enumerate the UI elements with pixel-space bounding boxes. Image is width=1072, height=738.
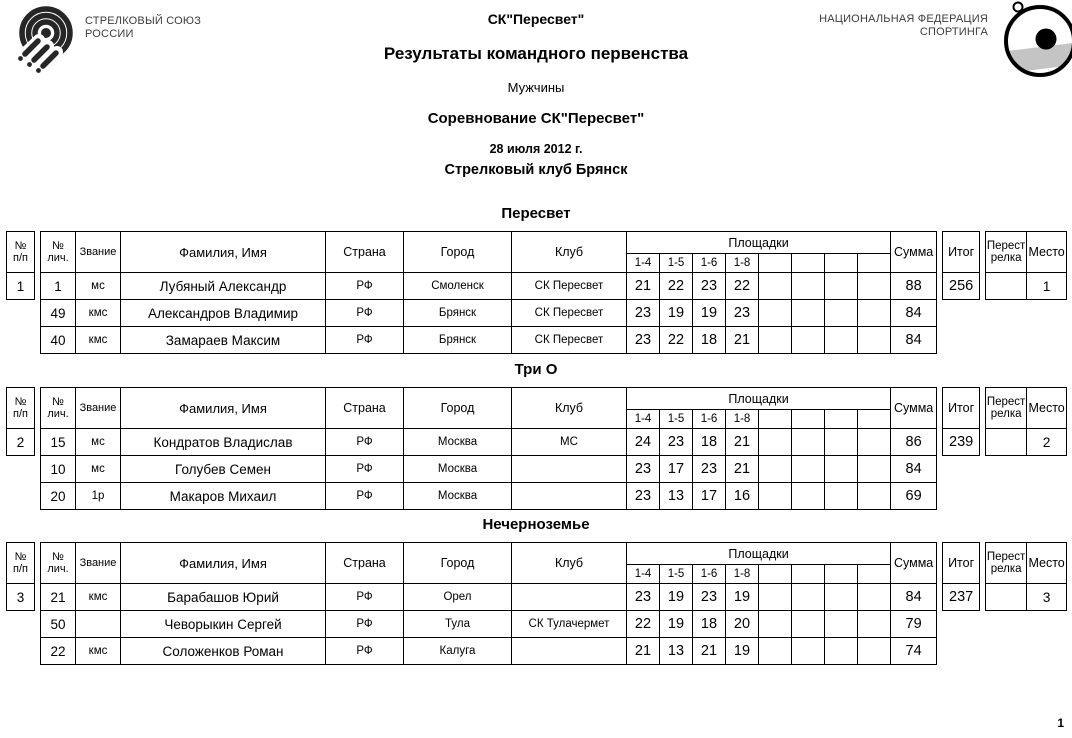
result-row xyxy=(7,584,1067,611)
cell-num: 49 xyxy=(41,300,76,327)
col-header-area-range xyxy=(792,565,825,584)
cell-place: 2 xyxy=(1027,429,1067,456)
cell-sum: 79 xyxy=(891,611,937,638)
cell-name: Александров Владимир xyxy=(121,300,326,327)
cell-score xyxy=(858,584,891,611)
col-header-area-range xyxy=(792,254,825,273)
result-row xyxy=(7,429,1067,456)
cell-score xyxy=(858,638,891,665)
col-header-shootoff-line2: релка xyxy=(990,252,1022,264)
cell-club xyxy=(512,483,627,510)
cell-country: РФ xyxy=(326,638,404,665)
col-header-shootoff-line2: релка xyxy=(990,563,1022,575)
team-title: Пересвет xyxy=(501,205,571,222)
col-header-area-range: 1-5 xyxy=(660,254,693,273)
cell-club xyxy=(512,638,627,665)
col-header-shootoff xyxy=(986,388,1027,429)
cell-place xyxy=(1027,456,1067,483)
col-header-place: Место xyxy=(1027,543,1067,584)
results-table xyxy=(6,231,1067,354)
cell-score: 23 xyxy=(693,584,726,611)
col-header-npp-line2: п/п xyxy=(13,408,28,420)
cell-shootoff xyxy=(986,429,1027,456)
cell-city: Тула xyxy=(404,611,512,638)
cell-shootoff xyxy=(986,638,1027,665)
cell-score: 23 xyxy=(627,300,660,327)
col-header-areas-group: Площадки xyxy=(627,232,891,254)
cell-city: Москва xyxy=(404,456,512,483)
result-row xyxy=(7,273,1067,300)
page-title-main: Результаты командного первенства xyxy=(383,44,689,63)
cell-score xyxy=(792,611,825,638)
cell-score xyxy=(825,483,858,510)
col-header-num xyxy=(41,543,76,584)
page-number: 1 xyxy=(1057,716,1064,730)
cell-num: 1 xyxy=(41,273,76,300)
col-header-club: Клуб xyxy=(512,232,627,273)
cell-npp: 2 xyxy=(7,429,35,456)
cell-rank: мс xyxy=(76,273,121,300)
cell-score: 21 xyxy=(627,273,660,300)
col-header-shootoff xyxy=(986,543,1027,584)
cell-num: 20 xyxy=(41,483,76,510)
right-org-line1: НАЦИОНАЛЬНАЯ ФЕДЕРАЦИЯ xyxy=(819,13,988,25)
col-header-shootoff-line1: Перест xyxy=(986,551,1026,563)
col-header-num xyxy=(41,388,76,429)
cell-npp xyxy=(7,327,35,354)
cell-score xyxy=(825,429,858,456)
cell-total: 256 xyxy=(943,273,980,300)
cell-score xyxy=(792,483,825,510)
col-header-name: Фамилия, Имя xyxy=(121,232,326,273)
cell-club: СК Пересвет xyxy=(512,273,627,300)
cell-score: 22 xyxy=(627,611,660,638)
cell-score xyxy=(759,638,792,665)
cell-place xyxy=(1027,327,1067,354)
cell-score xyxy=(759,300,792,327)
cell-sum: 84 xyxy=(891,584,937,611)
col-header-area-range: 1-8 xyxy=(726,410,759,429)
col-header-club: Клуб xyxy=(512,543,627,584)
cell-country: РФ xyxy=(326,456,404,483)
cell-club xyxy=(512,456,627,483)
cell-npp: 3 xyxy=(7,584,35,611)
cell-score xyxy=(825,584,858,611)
col-header-club: Клуб xyxy=(512,388,627,429)
cell-score: 19 xyxy=(660,611,693,638)
left-org-line1: СТРЕЛКОВЫЙ СОЮЗ xyxy=(85,15,202,27)
cell-score xyxy=(858,429,891,456)
cell-country: РФ xyxy=(326,273,404,300)
cell-place xyxy=(1027,611,1067,638)
cell-shootoff xyxy=(986,483,1027,510)
col-header-rank: Звание xyxy=(76,388,121,429)
col-header-num-line1: № xyxy=(52,240,64,252)
cell-total xyxy=(943,483,980,510)
col-header-area-range xyxy=(759,254,792,273)
cell-total xyxy=(943,611,980,638)
cell-num: 10 xyxy=(41,456,76,483)
cell-rank: мс xyxy=(76,456,121,483)
cell-npp: 1 xyxy=(7,273,35,300)
cell-shootoff xyxy=(986,611,1027,638)
cell-score: 17 xyxy=(660,456,693,483)
col-header-area-range: 1-5 xyxy=(660,565,693,584)
cell-score: 23 xyxy=(627,456,660,483)
cell-score: 21 xyxy=(726,456,759,483)
cell-name: Макаров Михаил xyxy=(121,483,326,510)
col-header-area-range xyxy=(759,410,792,429)
col-header-area-range xyxy=(759,565,792,584)
cell-city: Москва xyxy=(404,483,512,510)
cell-rank: кмс xyxy=(76,584,121,611)
cell-sum: 69 xyxy=(891,483,937,510)
col-header-rank: Звание xyxy=(76,543,121,584)
cell-rank: кмс xyxy=(76,327,121,354)
col-header-total: Итог xyxy=(943,232,980,273)
cell-rank: кмс xyxy=(76,638,121,665)
cell-score xyxy=(858,327,891,354)
cell-total: 239 xyxy=(943,429,980,456)
cell-score: 18 xyxy=(693,327,726,354)
col-header-name: Фамилия, Имя xyxy=(121,543,326,584)
col-header-sum: Сумма xyxy=(891,232,937,273)
col-header-area-range: 1-4 xyxy=(627,565,660,584)
cell-sum: 84 xyxy=(891,300,937,327)
col-header-npp xyxy=(7,543,35,584)
right-org-line2: СПОРТИНГА xyxy=(919,26,988,38)
col-header-npp-line2: п/п xyxy=(13,563,28,575)
cell-sum: 88 xyxy=(891,273,937,300)
cell-num: 22 xyxy=(41,638,76,665)
col-header-num xyxy=(41,232,76,273)
cell-sum: 74 xyxy=(891,638,937,665)
cell-sum: 84 xyxy=(891,327,937,354)
cell-num: 15 xyxy=(41,429,76,456)
cell-score xyxy=(759,429,792,456)
col-header-total: Итог xyxy=(943,543,980,584)
cell-shootoff xyxy=(986,456,1027,483)
cell-score: 21 xyxy=(627,638,660,665)
cell-country: РФ xyxy=(326,327,404,354)
cell-score: 13 xyxy=(660,483,693,510)
cell-score xyxy=(825,327,858,354)
cell-npp xyxy=(7,300,35,327)
cell-num: 50 xyxy=(41,611,76,638)
cell-score: 19 xyxy=(660,300,693,327)
col-header-areas-group: Площадки xyxy=(627,388,891,410)
cell-city: Смоленск xyxy=(404,273,512,300)
cell-place xyxy=(1027,300,1067,327)
cell-score xyxy=(858,273,891,300)
cell-city: Орел xyxy=(404,584,512,611)
col-header-shootoff xyxy=(986,232,1027,273)
col-header-area-range xyxy=(825,565,858,584)
cell-score: 19 xyxy=(660,584,693,611)
col-header-area-range xyxy=(858,254,891,273)
cell-score xyxy=(825,611,858,638)
cell-score xyxy=(825,456,858,483)
cell-score: 23 xyxy=(627,327,660,354)
col-header-area-range: 1-4 xyxy=(627,410,660,429)
col-header-npp-line1: № xyxy=(14,551,27,563)
page-title-club: СК"Пересвет" xyxy=(487,11,585,27)
cell-score xyxy=(792,429,825,456)
col-header-place: Место xyxy=(1027,388,1067,429)
result-row xyxy=(7,327,1067,354)
col-header-num-line1: № xyxy=(52,551,64,563)
col-header-area-range: 1-6 xyxy=(693,410,726,429)
cell-num: 40 xyxy=(41,327,76,354)
cell-score: 16 xyxy=(726,483,759,510)
cell-score xyxy=(759,327,792,354)
col-header-area-range xyxy=(858,410,891,429)
cell-place: 3 xyxy=(1027,584,1067,611)
cell-name: Соложенков Роман xyxy=(121,638,326,665)
cell-npp xyxy=(7,483,35,510)
cell-country: РФ xyxy=(326,483,404,510)
page-title-date: 28 июля 2012 г. xyxy=(489,142,583,156)
cell-rank: 1р xyxy=(76,483,121,510)
cell-score xyxy=(858,300,891,327)
col-header-area-range xyxy=(825,254,858,273)
cell-name: Голубев Семен xyxy=(121,456,326,483)
col-header-shootoff-line1: Перест xyxy=(986,240,1026,252)
cell-city: Брянск xyxy=(404,300,512,327)
cell-score: 21 xyxy=(726,327,759,354)
cell-score: 20 xyxy=(726,611,759,638)
col-header-country: Страна xyxy=(326,388,404,429)
cell-score xyxy=(759,273,792,300)
team-title: Три О xyxy=(514,361,558,378)
cell-score: 23 xyxy=(726,300,759,327)
col-header-npp-line1: № xyxy=(14,396,27,408)
col-header-area-range xyxy=(858,565,891,584)
cell-score: 23 xyxy=(660,429,693,456)
cell-score: 19 xyxy=(726,638,759,665)
results-table xyxy=(6,542,1067,665)
result-row xyxy=(7,300,1067,327)
col-header-npp xyxy=(7,232,35,273)
cell-shootoff xyxy=(986,273,1027,300)
cell-score xyxy=(792,273,825,300)
cell-score xyxy=(858,611,891,638)
cell-score xyxy=(858,483,891,510)
cell-score xyxy=(792,300,825,327)
cell-score: 24 xyxy=(627,429,660,456)
col-header-area-range: 1-8 xyxy=(726,254,759,273)
col-header-num-line2: лич. xyxy=(47,252,69,264)
cell-shootoff xyxy=(986,584,1027,611)
cell-country: РФ xyxy=(326,300,404,327)
col-header-areas-group: Площадки xyxy=(627,543,891,565)
col-header-area-range: 1-8 xyxy=(726,565,759,584)
cell-npp xyxy=(7,638,35,665)
col-header-area-range xyxy=(792,410,825,429)
cell-country: РФ xyxy=(326,611,404,638)
cell-total: 237 xyxy=(943,584,980,611)
cell-rank: мс xyxy=(76,429,121,456)
cell-score xyxy=(759,456,792,483)
cell-sum: 86 xyxy=(891,429,937,456)
cell-sum: 84 xyxy=(891,456,937,483)
page-title-venue: Стрелковый клуб Брянск xyxy=(444,162,628,178)
cell-score xyxy=(792,584,825,611)
cell-country: РФ xyxy=(326,429,404,456)
cell-rank: кмс xyxy=(76,300,121,327)
result-row xyxy=(7,611,1067,638)
col-header-area-range: 1-5 xyxy=(660,410,693,429)
team-title: Нечерноземье xyxy=(482,516,590,533)
cell-name: Чеворыкин Сергей xyxy=(121,611,326,638)
cell-place xyxy=(1027,483,1067,510)
cell-score: 23 xyxy=(693,273,726,300)
col-header-country: Страна xyxy=(326,543,404,584)
col-header-area-range: 1-6 xyxy=(693,565,726,584)
col-header-num-line2: лич. xyxy=(47,408,69,420)
col-header-npp xyxy=(7,388,35,429)
col-header-city: Город xyxy=(404,543,512,584)
cell-name: Замараев Максим xyxy=(121,327,326,354)
cell-npp xyxy=(7,456,35,483)
cell-score: 22 xyxy=(726,273,759,300)
cell-score xyxy=(792,638,825,665)
results-table xyxy=(6,387,1067,510)
cell-score: 13 xyxy=(660,638,693,665)
col-header-city: Город xyxy=(404,232,512,273)
cell-shootoff xyxy=(986,300,1027,327)
cell-club: СК Пересвет xyxy=(512,327,627,354)
team-results-section xyxy=(0,516,1072,665)
team-results-section xyxy=(0,205,1072,354)
cell-score: 17 xyxy=(693,483,726,510)
cell-score xyxy=(792,456,825,483)
col-header-city: Город xyxy=(404,388,512,429)
cell-shootoff xyxy=(986,327,1027,354)
col-header-rank: Звание xyxy=(76,232,121,273)
cell-name: Кондратов Владислав xyxy=(121,429,326,456)
cell-score xyxy=(858,456,891,483)
cell-place: 1 xyxy=(1027,273,1067,300)
col-header-num-line1: № xyxy=(52,396,64,408)
cell-rank xyxy=(76,611,121,638)
result-row xyxy=(7,638,1067,665)
cell-score: 23 xyxy=(693,456,726,483)
cell-score: 22 xyxy=(660,273,693,300)
cell-total xyxy=(943,300,980,327)
team-results-section xyxy=(0,361,1072,510)
col-header-shootoff-line1: Перест xyxy=(986,396,1026,408)
col-header-area-range: 1-4 xyxy=(627,254,660,273)
cell-num: 21 xyxy=(41,584,76,611)
cell-score: 23 xyxy=(627,483,660,510)
cell-score: 23 xyxy=(627,584,660,611)
cell-score: 19 xyxy=(726,584,759,611)
col-header-country: Страна xyxy=(326,232,404,273)
cell-npp xyxy=(7,611,35,638)
cell-country: РФ xyxy=(326,584,404,611)
cell-score: 19 xyxy=(693,300,726,327)
cell-name: Лубяный Александр xyxy=(121,273,326,300)
cell-total xyxy=(943,638,980,665)
col-header-place: Место xyxy=(1027,232,1067,273)
cell-city: Брянск xyxy=(404,327,512,354)
col-header-shootoff-line2: релка xyxy=(990,408,1022,420)
col-header-area-range xyxy=(825,410,858,429)
cell-score: 21 xyxy=(726,429,759,456)
col-header-npp-line1: № xyxy=(14,240,27,252)
col-header-npp-line2: п/п xyxy=(13,252,28,264)
cell-club xyxy=(512,584,627,611)
cell-total xyxy=(943,456,980,483)
cell-club: СК Тулачермет xyxy=(512,611,627,638)
cell-club: МС xyxy=(512,429,627,456)
cell-score xyxy=(759,611,792,638)
cell-score: 18 xyxy=(693,611,726,638)
cell-score xyxy=(792,327,825,354)
cell-score: 18 xyxy=(693,429,726,456)
cell-total xyxy=(943,327,980,354)
cell-score xyxy=(825,638,858,665)
cell-city: Москва xyxy=(404,429,512,456)
cell-score xyxy=(759,483,792,510)
cell-club: СК Пересвет xyxy=(512,300,627,327)
result-row xyxy=(7,456,1067,483)
cell-score xyxy=(825,273,858,300)
cell-score: 22 xyxy=(660,327,693,354)
cell-name: Барабашов Юрий xyxy=(121,584,326,611)
page-title-competition: Соревнование СК"Пересвет" xyxy=(427,110,645,127)
cell-city: Калуга xyxy=(404,638,512,665)
page-title-category: Мужчины xyxy=(507,80,565,95)
col-header-num-line2: лич. xyxy=(47,563,69,575)
cell-score xyxy=(825,300,858,327)
result-row xyxy=(7,483,1067,510)
col-header-total: Итог xyxy=(943,388,980,429)
col-header-name: Фамилия, Имя xyxy=(121,388,326,429)
left-org-line2: РОССИИ xyxy=(85,28,134,40)
cell-place xyxy=(1027,638,1067,665)
cell-score: 21 xyxy=(693,638,726,665)
col-header-sum: Сумма xyxy=(891,543,937,584)
col-header-sum: Сумма xyxy=(891,388,937,429)
col-header-area-range: 1-6 xyxy=(693,254,726,273)
cell-score xyxy=(759,584,792,611)
